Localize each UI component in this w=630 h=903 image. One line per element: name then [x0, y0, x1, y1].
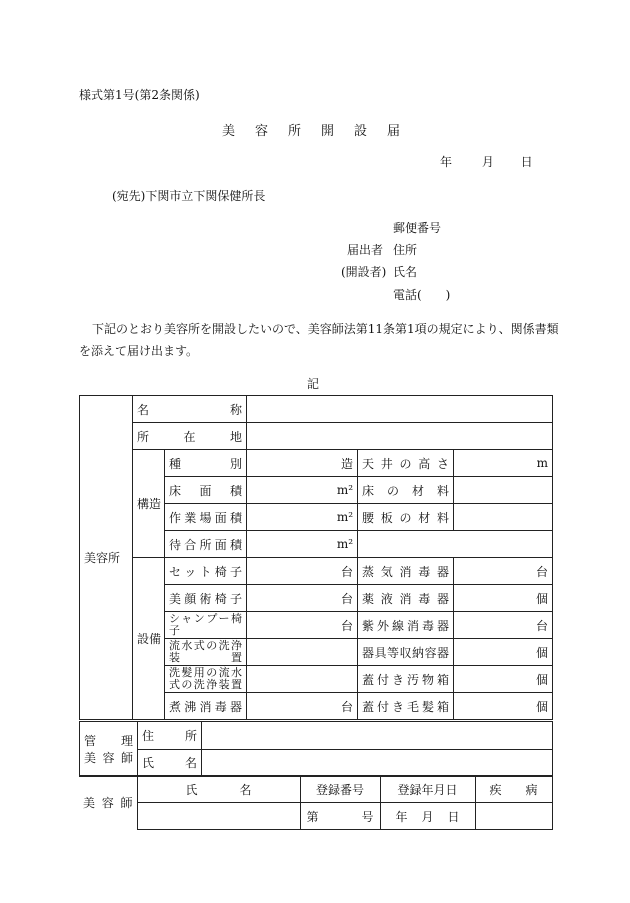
facial-chair-field[interactable]: 台: [247, 585, 358, 612]
notifier-label: 届出者: [347, 243, 384, 257]
col-regdate-header: 登録年月日: [380, 776, 475, 803]
phone-label: 電話( ): [393, 288, 451, 302]
floor-area-field[interactable]: m²: [247, 477, 358, 504]
manager-address-label: 住所: [142, 728, 197, 743]
empty-cell: [358, 531, 553, 558]
form-number: 様式第1号(第2条関係): [79, 88, 200, 102]
beautician-table: [79, 775, 553, 830]
wainscot-material-field[interactable]: [454, 504, 553, 531]
addressee: (宛先)下関市立下関保健所長: [112, 189, 266, 203]
boiling-sterilizer-field[interactable]: 台: [247, 693, 358, 720]
steam-sterilizer-field[interactable]: 台: [454, 558, 553, 585]
manager-name-field[interactable]: [202, 749, 553, 777]
structure-type-field[interactable]: 造: [247, 450, 358, 477]
ceiling-height-field[interactable]: m: [454, 450, 553, 477]
salon-name-field[interactable]: [247, 396, 553, 423]
opener-label: (開設者): [341, 265, 387, 279]
col-regno-header: 登録番号: [300, 776, 380, 803]
covered-hair-box-field[interactable]: 個: [454, 693, 553, 720]
equipment-label: 設備: [133, 558, 165, 720]
manager-address-field[interactable]: [202, 722, 553, 750]
covered-hair-box-label: 蓋付き毛髪箱: [362, 699, 450, 714]
covered-waste-box-label: 蓋付き汚物箱: [362, 672, 450, 687]
running-water-washer-field[interactable]: [247, 639, 358, 666]
running-water-washer-label: 流水式の洗浄装置: [169, 639, 243, 664]
facial-chair-label: 美顔術椅子: [169, 591, 243, 606]
regno-suffix: 号: [361, 809, 374, 824]
chemical-sterilizer-field[interactable]: 個: [454, 585, 553, 612]
salon-label: 美容所: [80, 396, 133, 720]
salon-location-label: 所在地: [137, 429, 243, 444]
waiting-area-label: 待合所面積: [169, 537, 243, 552]
waiting-area-field[interactable]: m²: [247, 531, 358, 558]
manager-label-2: 美容師: [84, 751, 133, 765]
manager-name-label: 氏名: [142, 756, 197, 771]
tool-storage-label: 器具等収納容器: [362, 645, 450, 660]
ki-label: 記: [307, 377, 320, 391]
postal-label: 郵便番号: [393, 221, 442, 235]
uv-sterilizer-field[interactable]: 台: [454, 612, 553, 639]
body-text-line-1: 下記のとおり美容所を開設したいので、美容師法第11条第1項の規定により、関係書類: [92, 322, 559, 336]
ceiling-height-label: 天井の高さ: [362, 456, 450, 471]
structure-label: 構造: [133, 450, 165, 558]
steam-sterilizer-label: 蒸気消毒器: [362, 564, 450, 579]
beautician-label: 美容師: [83, 796, 133, 811]
set-chair-label: セット椅子: [169, 564, 243, 579]
beautician-disease-field[interactable]: [475, 803, 552, 830]
date-year: 年: [440, 155, 453, 169]
form-title: 美容所開設届: [222, 124, 421, 139]
uv-sterilizer-label: 紫外線消毒器: [362, 618, 450, 633]
beautician-regno-field[interactable]: [300, 803, 380, 830]
regdate-year: 年: [395, 809, 408, 824]
chemical-sterilizer-label: 薬液消毒器: [362, 591, 450, 606]
work-area-field[interactable]: m²: [247, 504, 358, 531]
beautician-regdate-field[interactable]: [380, 803, 475, 830]
regdate-day: 日: [447, 809, 460, 824]
date-day: 日: [520, 155, 533, 169]
floor-material-field[interactable]: [454, 477, 553, 504]
manager-table: [79, 721, 553, 777]
shampoo-chair-label: シャンプー椅子: [169, 612, 243, 637]
salon-location-field[interactable]: [247, 423, 553, 450]
boiling-sterilizer-label: 煮沸消毒器: [169, 699, 243, 714]
salon-name-label: 名称: [137, 402, 243, 417]
address-label: 住所: [393, 243, 418, 257]
regno-prefix: 第: [306, 809, 319, 824]
body-text-line-2: を添えて届け出ます。: [79, 344, 199, 358]
beautician-name-field[interactable]: [137, 803, 300, 830]
hair-wash-washer-label: 洗髪用の流水式の洗浄装置: [169, 666, 243, 691]
col-disease-header: 疾病: [489, 782, 538, 797]
date-line: [440, 153, 533, 170]
col-name-header: 氏名: [185, 782, 252, 797]
salon-table: [79, 395, 553, 720]
name-label: 氏名: [393, 265, 418, 279]
covered-waste-box-field[interactable]: 個: [454, 666, 553, 693]
tool-storage-field[interactable]: 個: [454, 639, 553, 666]
date-month: 月: [481, 155, 494, 169]
set-chair-field[interactable]: 台: [247, 558, 358, 585]
wainscot-material-label: 腰板の材料: [362, 510, 450, 525]
work-area-label: 作業場面積: [169, 510, 243, 525]
manager-label-1: 管理: [84, 734, 133, 748]
hair-wash-washer-field[interactable]: [247, 666, 358, 693]
floor-area-label: 床面積: [169, 483, 243, 498]
regdate-month: 月: [421, 809, 434, 824]
structure-type-label: 種別: [169, 456, 243, 471]
floor-material-label: 床の材料: [362, 483, 450, 498]
shampoo-chair-field[interactable]: 台: [247, 612, 358, 639]
